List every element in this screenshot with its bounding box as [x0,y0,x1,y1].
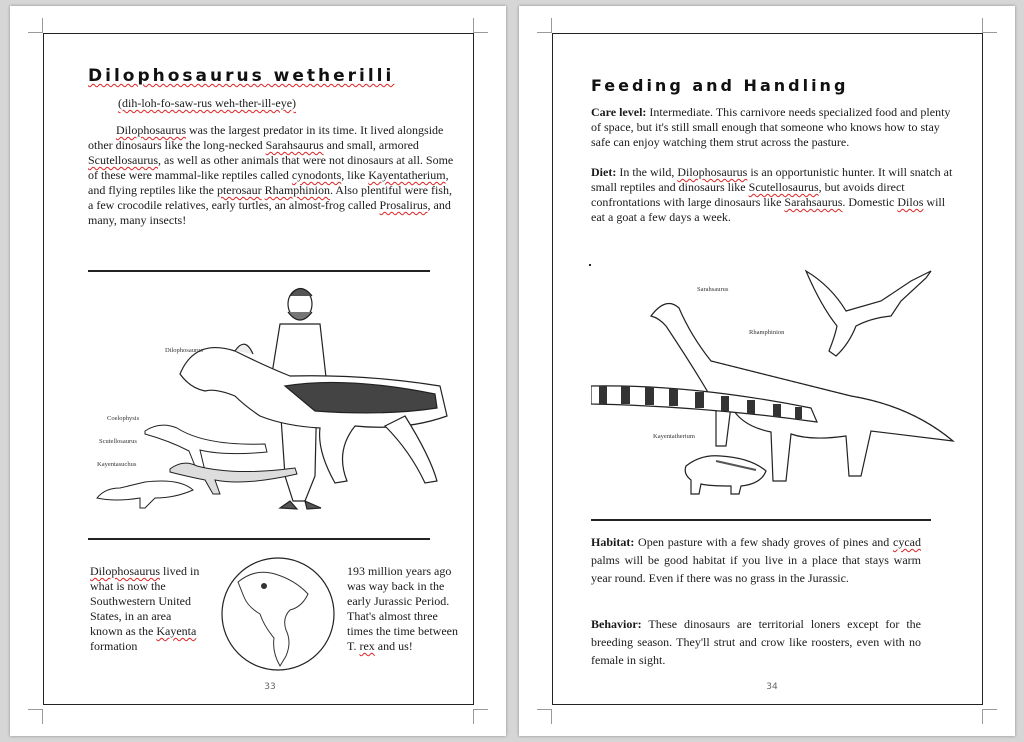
page-33 [10,6,506,736]
crop-mark [473,18,488,33]
label-rhamphinion: Rhamphinion [749,329,785,336]
contemporaries-illustration [591,256,961,506]
section-divider [591,519,931,521]
rhamphinion-figure [806,271,931,356]
label-scutellosaurus: Scutellosaurus [99,438,137,445]
crop-mark [28,709,43,724]
label-kayentasuchus: Kayentasuchus [97,461,137,468]
label-kayentatherium: Kayentatherium [653,433,695,440]
location-text: Dilophosaurus lived in what is now the Southwestern United States, in an area known as the Kayenta formation [90,564,200,653]
label-coelophysis: Coelophysis [107,415,140,422]
section-divider [88,538,430,540]
habitat-paragraph: Habitat: Open pasture with a few shady groves of pines and cycad palms will be good habitat if you live in a place that stays warm year round. Even if there was no grass in the Jurassic. [591,535,921,585]
time-text: 193 million years ago was way back in the early Jurassic Period. That's almost three times the time between T. rex and us! [347,564,458,653]
coelophysis-figure [145,425,267,471]
crop-mark [982,18,997,33]
kayentatherium-figure [685,456,766,494]
crop-mark [473,709,488,724]
behavior-paragraph: Behavior: These dinosaurs are territorial loners except for the breeding season. They'll strut and crow like roosters, even with no female in sight. [591,617,921,667]
page-number: 33 [264,682,276,692]
page-34 [519,6,1015,736]
crop-mark [537,18,552,33]
intro-paragraph: Dilophosaurus was the largest predator in its time. It lived alongside other dinosaurs like the long-necked Sarahsaurus and small, armored Scutellosaurus, as well as other animals that were not dinosaurs at all. Some of these were mammal-like reptiles called cynodonts, like Kayentatherium, and flying reptiles like the pterosaur Rhamphinion. Also plentiful were fish, a few crocodile relatives, early turtles, an almost-frog called Prosalirus, and many, many insects! [88,123,454,227]
care-level-paragraph: Care level: Intermediate. This carnivore needs specialized food and plenty of space, but it's still small enough that someone who knows how to stay safe can enjoy watching them strut across the pasture. [591,105,951,149]
page-title: Feeding and Handling [591,76,849,95]
crop-mark [982,709,997,724]
label-dilophosaurus: Dilophosaurus [165,347,203,354]
pronunciation: (dih-loh-fo-saw-rus weh-ther-ill-eye) [118,96,297,110]
kayentasuchus-figure [97,481,193,508]
size-comparison-illustration [85,276,455,516]
globe-illustration [220,552,340,676]
page-number: 34 [766,682,778,692]
section-divider [88,270,430,272]
page-title: Dilophosaurus wetherilli [88,66,395,86]
crop-mark [28,18,43,33]
label-sarahsaurus: Sarahsaurus [697,286,729,293]
diet-paragraph: Diet: In the wild, Dilophosaurus is an opportunistic hunter. It will snatch at small reptiles and dinosaurs like Scutellosaurus, but avoids direct confrontations with large dinosaurs like Sarahsaurus. Domestic Dilos will eat a goat a few days a week. [591,165,953,224]
kayenta-location-marker [261,583,267,589]
crop-mark [537,709,552,724]
